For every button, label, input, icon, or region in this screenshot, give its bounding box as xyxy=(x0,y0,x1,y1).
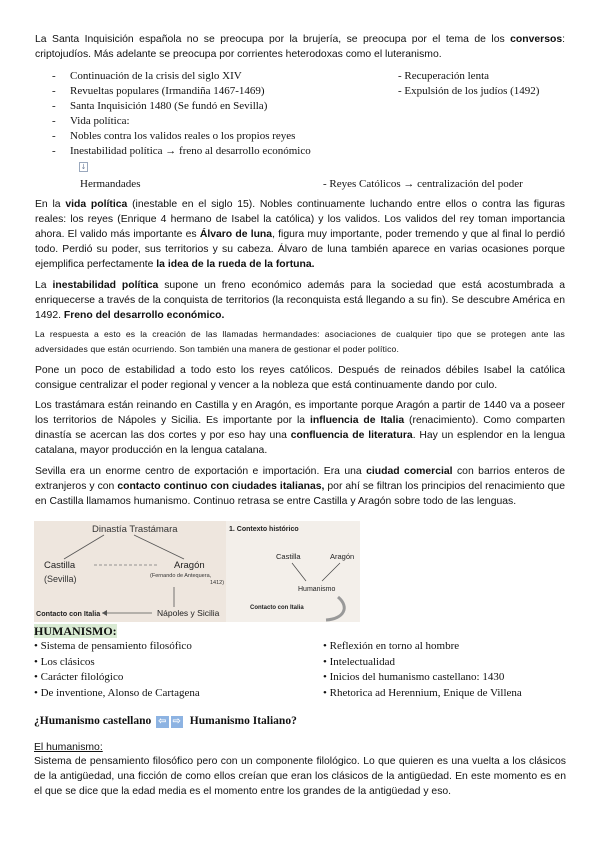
bold-text: confluencia de literatura xyxy=(290,430,413,441)
list-item: - Recuperación lenta xyxy=(398,70,490,82)
text: . Hay un esplendor en la lengua catalana, mayor producción en la lengua catalana. xyxy=(35,430,565,456)
paragraph-inestabilidad xyxy=(35,278,565,323)
text: supone un freno económico además para la sociedad que está acostumbrada a enriquecerse a través de la conquista de territorios (la reconquista está llegando a su fin). Se descubre América en 1492. xyxy=(35,280,565,321)
bold-text: inestabilidad política xyxy=(52,280,159,291)
text: La xyxy=(35,280,53,291)
diagram-napoles: Nápoles y Sicilia xyxy=(157,608,220,618)
text: Sevilla era un enorme centro de exportación e importación. Era una xyxy=(35,466,367,477)
intro-paragraph xyxy=(35,32,565,62)
note-hermandades: La respuesta a esto es la creación de las llamadas hermandades: asociaciones de cualquier tipo que se protegen ante las adversidades que están ocurriendo. Son también una manera de gestionar el poder político. xyxy=(35,329,565,354)
bold-text: Freno del desarrollo económico. xyxy=(63,310,225,321)
hermandades-label: Hermandades xyxy=(80,178,141,190)
intro-text-end: : criptojudíos. Más adelante se preocupa por corrientes heterodoxas como el luteranismo. xyxy=(35,34,565,60)
diagram-aragon: Aragón xyxy=(174,560,205,571)
list-item: • Rhetorica ad Herennium, Enique de Villena xyxy=(323,686,522,699)
paragraph-el-humanismo: Sistema de pensamiento filosófico pero con un componente filológico. Lo que quieren es una vuelta a los clásicos de la antigüedad, una ficción de como ellos creían que eran los clásicos de la antigüedad. En este momento es en el que se dice que la edad media es el momento entre los grandes de la antigüedad y eso. xyxy=(34,756,566,797)
intro-text: La Santa Inquisición española no se preocupa por la brujería, se preocupa por el tema de los xyxy=(35,34,511,45)
diagram-background xyxy=(34,521,226,622)
text: (inestable en el siglo 15). Nobles continuamente luchando entre ellos o contra las figuras reales: los reyes (Enrique 4 hermano de Isabel la católica) y los validos. Los validos del rey toman importancia ahora. El valido más importante es xyxy=(35,199,565,240)
list-item: • Reflexión en torno al hombre xyxy=(323,640,460,652)
text: con barrios enteros de extranjeros y con xyxy=(35,466,565,492)
heading-text: HUMANISMO: xyxy=(34,624,117,638)
diagram-title: Dinastía Trastámara xyxy=(92,524,178,535)
diagram-title: 1. Contexto histórico xyxy=(229,526,299,533)
paragraph-trastamara xyxy=(35,398,565,458)
bold-text: influencia de Italia xyxy=(310,415,405,426)
diagram-sevilla: (Sevilla) xyxy=(44,574,77,584)
list-item: - Continuación de la crisis del siglo XIV xyxy=(34,69,394,84)
list-item: • Sistema de pensamiento filosófico xyxy=(34,640,192,652)
subheading-el-humanismo: El humanismo: xyxy=(34,742,103,753)
diagram-castilla: Castilla xyxy=(44,560,76,571)
paragraph-reyes-catolicos: Pone un poco de estabilidad a todo esto los reyes católicos. Después de reinados débiles Isabel la católica consigue centralizar el poder regional y vencer a la nobleza que está continuamente dando por culo. xyxy=(35,365,565,391)
question-left: ¿Humanismo castellano xyxy=(34,715,152,727)
list-item: • Carácter filológico xyxy=(34,671,124,683)
arrow-right-icon: ⇨ xyxy=(172,716,181,727)
list-item: - Revueltas populares (Irmandiña 1467-1469) xyxy=(34,84,394,99)
list-item: • De inventione, Alonso de Cartagena xyxy=(34,686,200,699)
question-right: Humanismo Italiano? xyxy=(189,715,297,727)
intro-bold: conversos xyxy=(510,34,563,45)
list-item: - Inestabilidad política → freno al desarrollo económico xyxy=(34,144,394,159)
diagram-contacto: Contacto con Italia xyxy=(250,605,304,611)
list-item: - Santa Inquisición 1480 (Se fundó en Sevilla) xyxy=(34,99,394,114)
bold-text: la idea de la rueda de la fortuna. xyxy=(156,259,315,270)
diagram-castilla: Castilla xyxy=(276,552,301,561)
bold-text: Álvaro de luna xyxy=(199,229,273,240)
list-item: • Intelectualidad xyxy=(323,655,395,668)
diagram-humanismo: Humanismo xyxy=(298,586,336,593)
diagram-contacto: Contacto con Italia xyxy=(36,609,101,618)
list-item: • Los clásicos xyxy=(34,655,95,668)
reyes-catolicos-label: - Reyes Católicos → centralización del poder xyxy=(323,178,523,190)
text: (renacimiento). Como comparten dinastía se acercan las dos cortes y por eso hay una xyxy=(35,415,565,441)
text: por ahí se filtran los principios del renacimiento que en Castilla llamamos humanismo. Continuo retrasa se entre Castilla y Aragón sobre todo de las lenguas. xyxy=(35,481,565,507)
arrow-left-icon: ⇦ xyxy=(158,716,167,727)
diagram-aragon-year: 1412) xyxy=(210,580,225,586)
list-item: - Expulsión de los judíos (1492) xyxy=(398,85,540,97)
down-arrow-icon: ↓ xyxy=(80,163,87,171)
humanismo-list-right xyxy=(323,639,593,701)
list-item: - Nobles contra los validos reales o los propios reyes xyxy=(34,129,394,144)
text: Los trastámara están reinando en Castilla y en Aragón, es importante porque Aragón a partir de 1440 va a poseer los territorios de Nápoles y Sicilia. Es importante por la xyxy=(35,400,565,426)
text: En la xyxy=(35,199,66,210)
humanismo-heading xyxy=(34,624,117,640)
bold-text: vida política xyxy=(65,199,128,210)
context-list xyxy=(34,69,394,159)
bold-text: ciudad comercial xyxy=(366,466,453,477)
list-item: - Vida política: xyxy=(34,114,394,129)
question-heading xyxy=(34,714,297,729)
paragraph-sevilla xyxy=(35,464,565,509)
diagram-aragon-note: (Fernando de Antequera, xyxy=(150,573,212,579)
diagram-trastamara xyxy=(34,521,226,622)
diagram-aragon: Aragón xyxy=(330,552,355,561)
context-list-right xyxy=(398,69,588,99)
diagram-contexto xyxy=(226,521,360,622)
text: , figura muy importante, poder tremendo y que al final lo perdió todo. Perdió su poder, sus territorios y su cabeza. Álvaro de luna también aparece en varias ocasiones porque ejemplifica perfectamente xyxy=(35,229,565,270)
list-item: • Inicios del humanismo castellano: 1430 xyxy=(323,671,505,683)
bold-text: contacto continuo con ciudades italianas, xyxy=(117,481,325,492)
humanismo-list-left xyxy=(34,639,314,701)
paragraph-vida-politica xyxy=(35,197,565,272)
